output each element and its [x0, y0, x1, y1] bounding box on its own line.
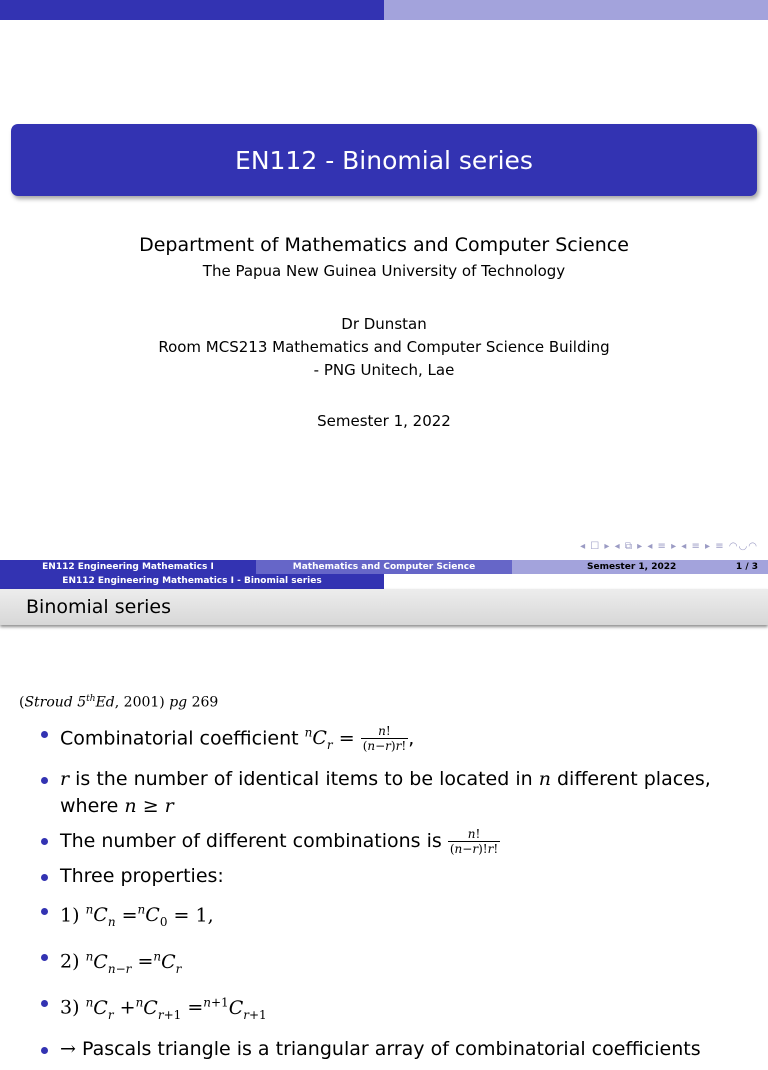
title-box	[11, 124, 757, 196]
university: The Papua New Guinea University of Technology	[202, 262, 566, 280]
author: Dr Dunstan	[341, 315, 427, 333]
bullet-property-3: 3) $^nC_r +^nC_{r+1} =^{n+1}C_{r+1}$	[40, 989, 760, 1028]
header-bar-left	[0, 0, 384, 20]
footer-course: EN112 Engineering Mathematics I	[0, 560, 256, 574]
bullet-property-2: 2) $^nC_{n-r} =^nC_r$	[40, 943, 760, 982]
bullet-three-properties: Three properties:	[40, 863, 760, 890]
presentation-title: EN112 - Binomial series	[235, 145, 533, 175]
navigation-icons[interactable]: ◂ ☐ ▸ ◂ ⧉ ▸ ◂ ≡ ▸ ◂ ≡ ▸ ≡ ◠◡◠	[580, 541, 758, 552]
bullet-pascals-triangle: → Pascals triangle is a triangular array of combinatorial coefficients	[40, 1036, 760, 1063]
bullet-identical-items: r is the number of identical items to be located in n different places, where n ≥ r	[40, 766, 760, 820]
footer-date: Semester 1, 2022	[587, 562, 677, 572]
bullet-different-combinations: The number of different combinations is $\frac{n!}{(n-r)!r!}$	[40, 827, 760, 856]
bullet-list	[40, 720, 760, 1070]
frame-title: Binomial series	[26, 596, 171, 618]
frame-title-bar	[0, 589, 768, 625]
department: Department of Mathematics and Computer Science	[139, 234, 629, 256]
citation: (Stroud 5thEd, 2001) pg 269	[19, 694, 219, 711]
footer-subsection: EN112 Engineering Mathematics I - Binomial series	[0, 574, 384, 589]
footer-info	[512, 560, 768, 574]
room-line-1: Room MCS213 Mathematics and Computer Science Building	[158, 338, 610, 356]
footer-page-number: 1 / 3	[735, 562, 758, 572]
header-bar-right	[384, 0, 768, 20]
bullet-combinatorial-coefficient: Combinatorial coefficient $^nC_r$ = $\frac{n!}{(n-r)r!}$ ,	[40, 720, 760, 759]
room-line-2: - PNG Unitech, Lae	[313, 361, 455, 379]
bullet-property-1: 1) $^nC_n =^nC_0 = 1$,	[40, 897, 760, 936]
footer-department: Mathematics and Computer Science	[256, 560, 512, 574]
date: Semester 1, 2022	[317, 412, 451, 430]
